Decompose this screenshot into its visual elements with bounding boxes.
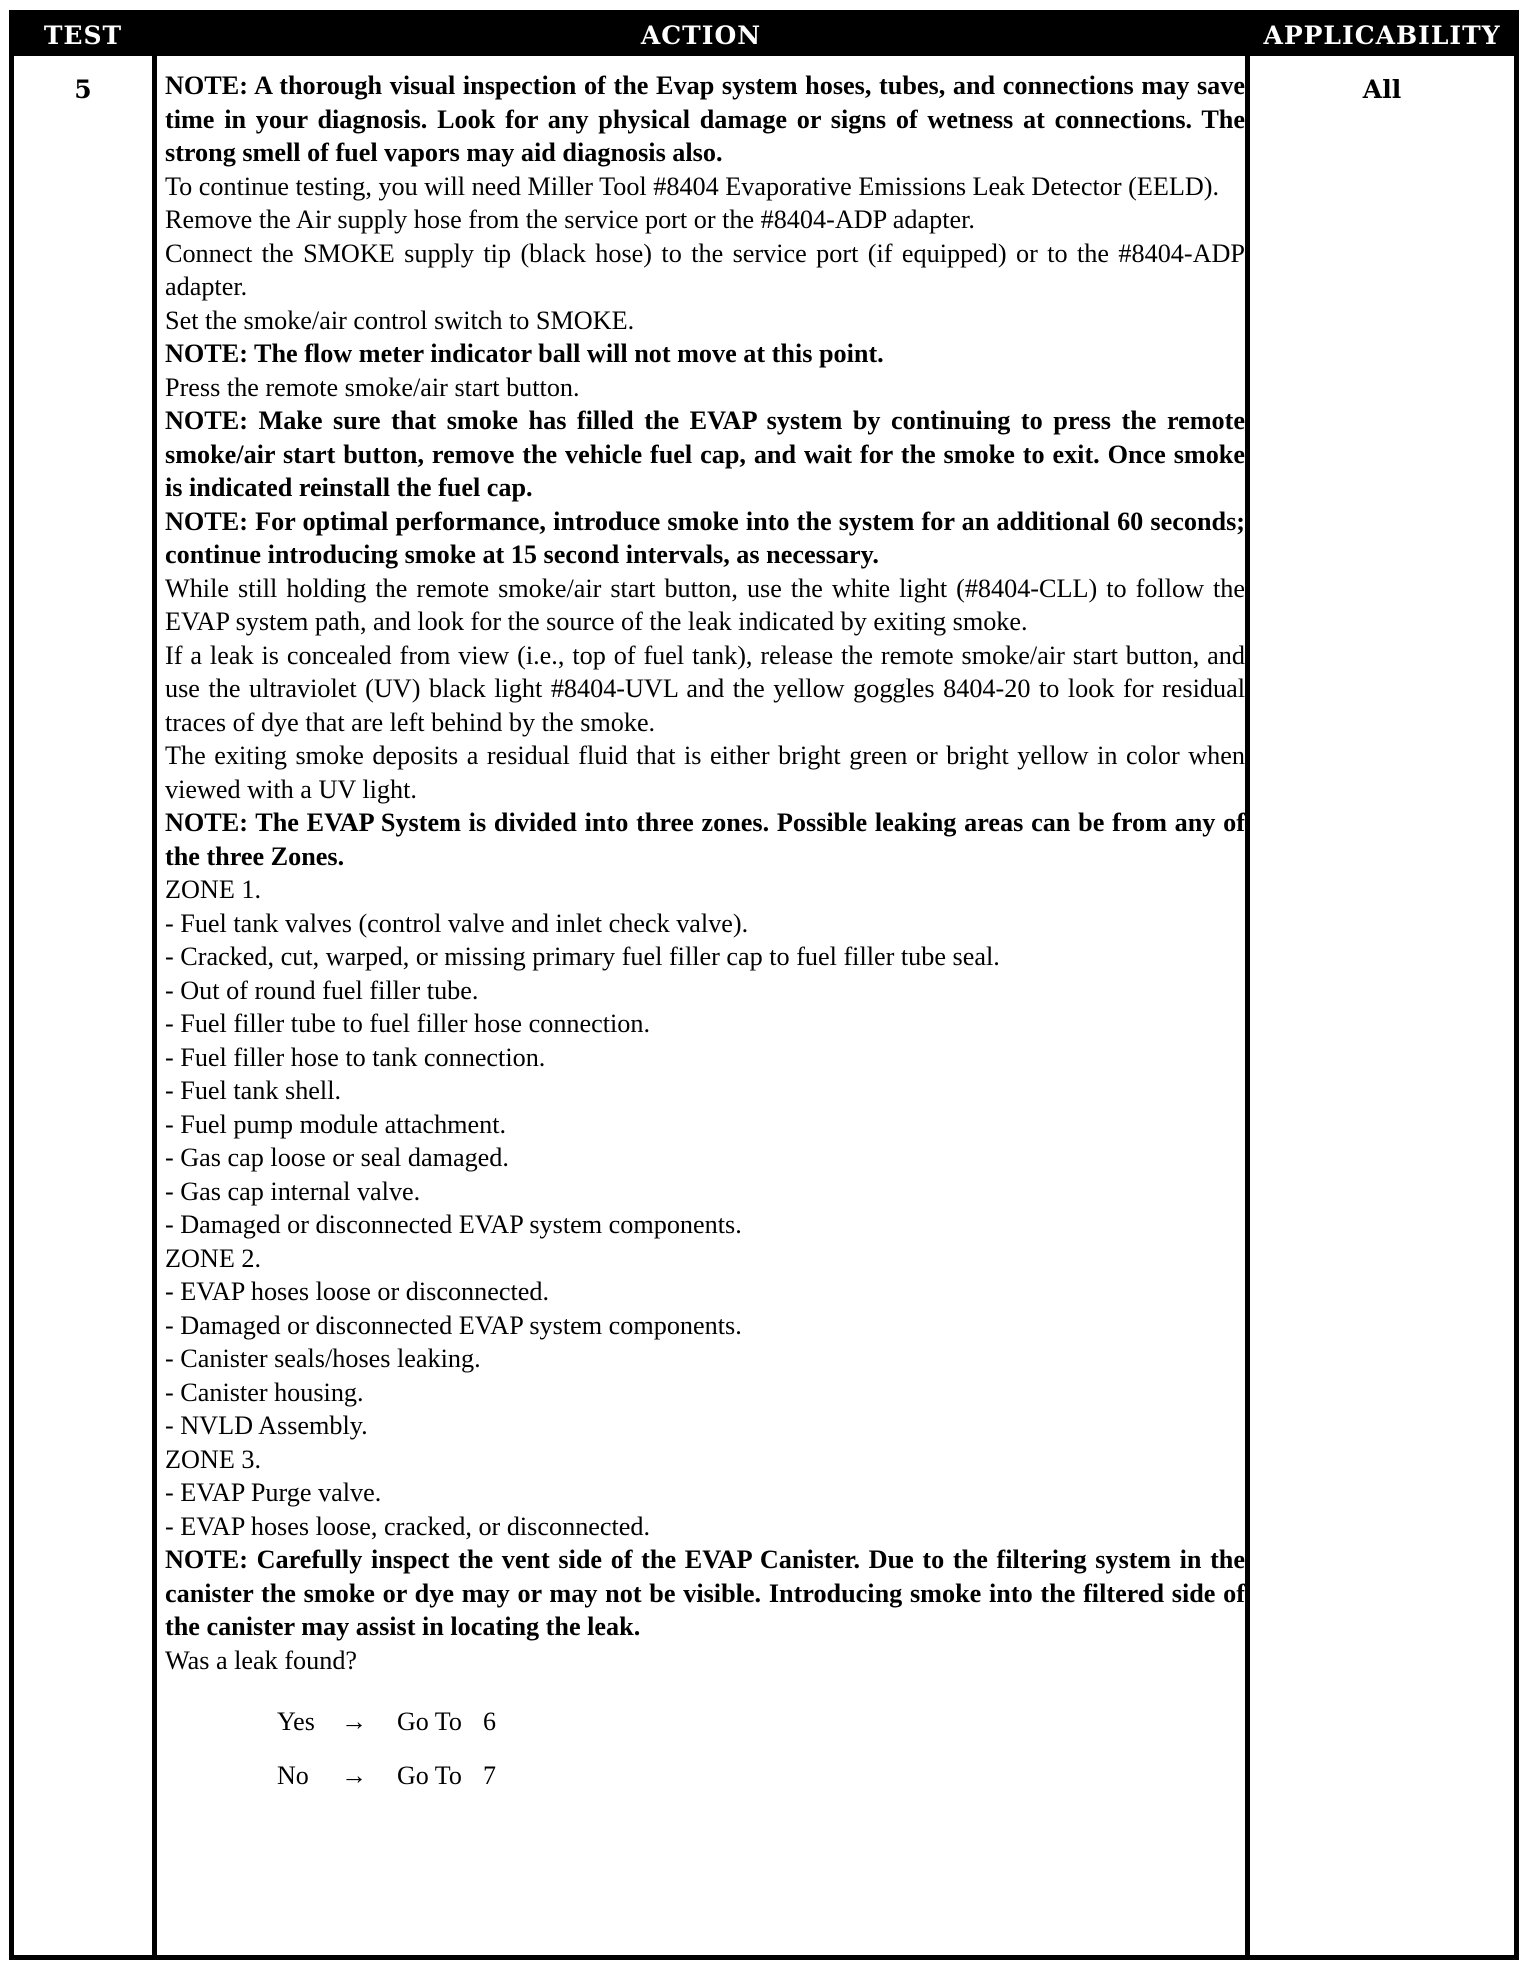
note-visual-inspection: NOTE: A thorough visual inspection of the Evap system hoses, tubes, and connections may save time in your diagnosis. Look for any physical damage or signs of wetness at connections. The strong smell of fuel vapors may aid diagnosis also. <box>165 71 1245 167</box>
header-applicability: APPLICABILITY <box>1263 21 1501 50</box>
table-header <box>14 15 1514 56</box>
list-item: - Fuel filler hose to tank connection. <box>165 1042 546 1072</box>
list-item: - Canister seals/hoses leaking. <box>165 1344 481 1373</box>
list-item: - EVAP hoses loose or disconnected. <box>165 1277 550 1306</box>
list-item: - Fuel pump module attachment. <box>165 1109 507 1139</box>
instruction-line: To continue testing, you will need Miller Tool #8404 Evaporative Emissions Leak Detector (EELD). <box>165 171 1220 201</box>
note-flow-meter: NOTE: The flow meter indicator ball will not move at this point. <box>165 339 884 368</box>
instruction-line: If a leak is concealed from view (i.e., top of fuel tank), release the remote smoke/air start button, and use the ultraviolet (UV) black light #8404-UVL and the yellow goggles 8404-20 to look for residual traces of dye that are left behind by the smoke. <box>165 640 1245 737</box>
instruction-line: The exiting smoke deposits a residual fluid that is either bright green or bright yellow in color when viewed with a UV light. <box>165 741 1245 804</box>
instruction-line: Connect the SMOKE supply tip (black hose) to the service port (if equipped) or to the #8404-ADP adapter. <box>165 238 1245 301</box>
answer-label: Yes <box>277 1707 315 1737</box>
note-vent-side: NOTE: Carefully inspect the vent side of the EVAP Canister. Due to the filtering system in the canister the smoke or dye may or may not be visible. Introducing smoke into the filtered side of the canister may assist in locating the leak. <box>165 1545 1245 1641</box>
answer-label: No <box>277 1761 309 1791</box>
header-test: TEST <box>43 21 123 50</box>
list-item: - Canister housing. <box>165 1377 364 1407</box>
question: Was a leak found? <box>165 1645 358 1675</box>
goto-target[interactable]: 7 <box>483 1761 496 1791</box>
test-number: 5 <box>74 75 92 104</box>
list-item: - NVLD Assembly. <box>165 1411 368 1440</box>
list-item: - Gas cap loose or seal damaged. <box>165 1143 509 1172</box>
list-item: - EVAP hoses loose, cracked, or disconnected. <box>165 1511 651 1541</box>
action-cell <box>157 69 1245 1803</box>
zone-heading: ZONE 3. <box>165 1444 262 1474</box>
list-item: - Fuel filler tube to fuel filler hose connection. <box>165 1009 651 1038</box>
instruction-line: While still holding the remote smoke/air start button, use the white light (#8404-CLL) to follow the EVAP system path, and look for the source of the leak indicated by exiting smoke. <box>165 573 1245 636</box>
zone-heading: ZONE 2. <box>165 1243 262 1273</box>
list-item: - Damaged or disconnected EVAP system components. <box>165 1310 742 1340</box>
arrow-right-icon: → <box>341 1707 367 1737</box>
column-divider <box>1245 56 1250 1955</box>
arrow-right-icon: → <box>341 1761 367 1791</box>
list-item: - Out of round fuel filler tube. <box>165 975 479 1005</box>
applicability-value: All <box>1362 75 1402 104</box>
list-item: - Cracked, cut, warped, or missing primary fuel filler cap to fuel filler tube seal. <box>165 942 1000 971</box>
list-item: - Damaged or disconnected EVAP system components. <box>165 1210 742 1239</box>
goto-target[interactable]: 6 <box>483 1707 496 1737</box>
zone-heading: ZONE 1. <box>165 875 262 904</box>
answer-list <box>165 1695 1245 1803</box>
list-item: - EVAP Purge valve. <box>165 1478 382 1507</box>
list-item: - Gas cap internal valve. <box>165 1176 421 1206</box>
header-action: ACTION <box>640 21 762 50</box>
procedure-table <box>9 10 1519 1960</box>
goto-label: Go To <box>397 1707 462 1737</box>
goto-label: Go To <box>397 1761 462 1791</box>
note-optimal-performance: NOTE: For optimal performance, introduce smoke into the system for an additional 60 seconds; continue introducing smoke at 15 second intervals, as necessary. <box>165 506 1245 569</box>
list-item: - Fuel tank valves (control valve and inlet check valve). <box>165 908 749 938</box>
answer-yes[interactable] <box>277 1695 1245 1749</box>
instruction-line: Remove the Air supply hose from the service port or the #8404-ADP adapter. <box>165 205 975 234</box>
instruction-line: Set the smoke/air control switch to SMOKE. <box>165 305 635 335</box>
note-three-zones: NOTE: The EVAP System is divided into three zones. Possible leaking areas can be from any of the three Zones. <box>165 808 1245 871</box>
list-item: - Fuel tank shell. <box>165 1076 342 1105</box>
answer-no[interactable] <box>277 1749 1245 1803</box>
instruction-line: Press the remote smoke/air start button. <box>165 372 580 402</box>
note-smoke-fill: NOTE: Make sure that smoke has filled the EVAP system by continuing to press the remote smoke/air start button, remove the vehicle fuel cap, and wait for the smoke to exit. Once smoke is indicated reinstall the fuel cap. <box>165 406 1245 502</box>
